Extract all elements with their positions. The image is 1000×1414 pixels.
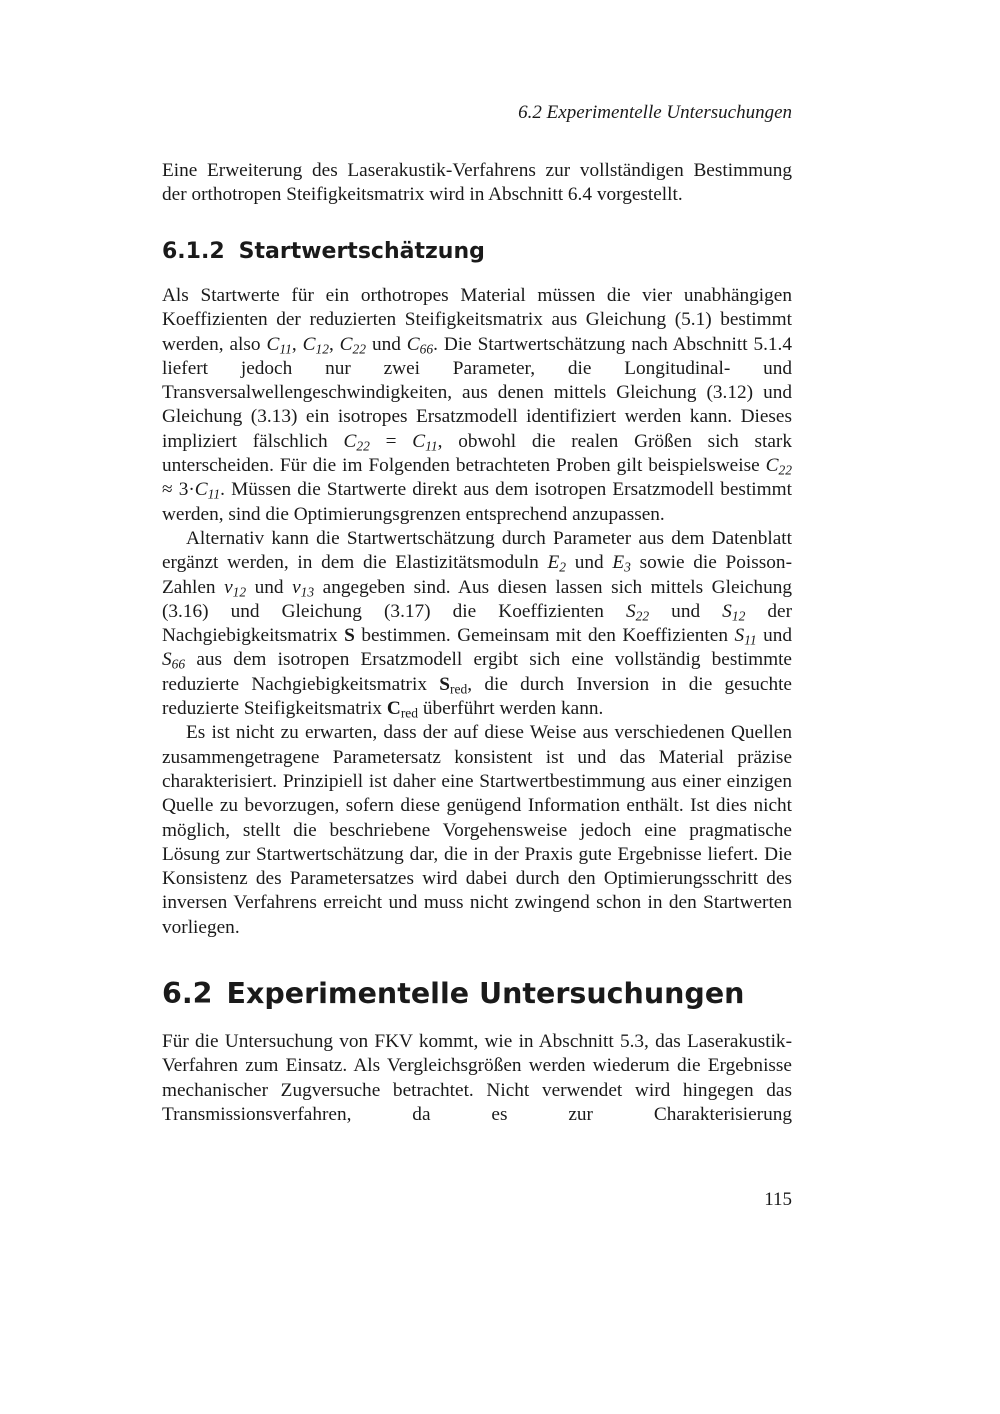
text-run: und <box>756 625 792 647</box>
paragraph-startwerte <box>162 284 792 527</box>
subsection-title: Startwertschätzung <box>238 239 485 264</box>
symbol-c11-eq2: $C_{11}$ <box>194 479 221 502</box>
symbol-c11: $C_{11}$ <box>266 333 292 356</box>
text-run: sowie die Poisson-Zahlen <box>162 552 792 598</box>
symbol-matrix-s-red: $S_{red}$ <box>439 673 468 697</box>
text-run: Alternativ kann die Startwertschätzung durch Parameter aus dem Datenblatt ergänzt werden, in dem die Elastizitätsmoduln <box>162 527 792 574</box>
symbol-c66: $C_{66}$ <box>406 333 434 356</box>
symbol-c11-eq1: $C_{11}$ <box>412 430 438 454</box>
text-run: und <box>566 552 613 574</box>
symbol-c22: $C_{22}$ <box>339 333 367 356</box>
subsection-body <box>162 284 792 940</box>
text-run: Als Startwerte für ein orthotropes Material müssen die vier unabhängigen Koeffizienten der reduzierten Steifigkeitsmatrix aus Gleichung (5.1) bestimmt werden, also <box>162 285 792 355</box>
text-run: überführt werden kann. <box>418 698 604 720</box>
text-run: . Die Startwertschätzung nach Abschnitt 5.1.4 liefert jedoch nur zwei Parameter, die Longitudinal- und Transversalwellengeschwindigkeiten, aus denen mittels Gleichung (3.12) und Gleichung (3.13) ein isotropes Ersatzmodell identifiziert werden kann. Dieses impliziert fälschlich <box>162 333 793 452</box>
section-title: Experimentelle Untersuchungen <box>226 977 745 1010</box>
section-number: 6.2 <box>162 977 213 1010</box>
page-number: 115 <box>764 1189 792 1210</box>
paragraph-alternativ <box>162 527 792 721</box>
symbol-e3: $E_3$ <box>612 552 631 575</box>
symbol-e2: $E_2$ <box>547 552 567 575</box>
text-run: , die durch Inversion in die gesuchte reduzierte Steifigkeitsmatrix <box>162 673 792 720</box>
text-run: der Nachgiebigkeitsmatrix <box>162 600 792 647</box>
symbol-c22-eq1: $C_{22}$ <box>343 430 370 454</box>
intro-paragraph: Eine Erweiterung des Laserakustik-Verfahrens zur vollständigen Bestimmung der orthotropen Steifigkeitsmatrix wird in Abschnitt 6.4 vorgestellt. <box>162 160 792 206</box>
running-header: 6.2 Experimentelle Untersuchungen <box>518 102 792 123</box>
symbol-matrix-s: S <box>344 625 355 647</box>
symbol-s66: $S_{66}$ <box>162 649 186 672</box>
symbol-nu12: $\nu_{12}$ <box>224 576 247 599</box>
section-body <box>162 1030 792 1127</box>
text-run: und <box>649 600 723 622</box>
text-run: aus dem isotropen Ersatzmodell ergibt sich eine vollständig bestimmte reduzierte Nachgiebigkeitsmatrix <box>162 649 792 695</box>
symbol-s22: $S_{22}$ <box>625 600 650 624</box>
subsection-heading <box>162 239 485 264</box>
symbol-c22-eq2: $C_{22}$ <box>765 455 792 478</box>
text-run: und <box>246 576 293 598</box>
symbol-c12: $C_{12}$ <box>302 333 329 356</box>
paragraph-konsistenz: Es ist nicht zu erwarten, dass der auf diese Weise aus verschiedenen Quellen zusammengetragene Parametersatz konsistent ist und das Material präzise charakterisiert. Prinzipiell ist daher eine Startwertbestimmung aus einer einzigen Quelle zu bevorzugen, sofern diese genügend Information enthält. Ist dies nicht möglich, stellt die beschriebene Vorgehensweise jedoch eine pragmatische Lösung zur Startwertschätzung dar, die in der Praxis gute Ergebnisse liefert. Die Konsistenz des Parametersatzes wird dabei durch den Optimierungsschritt des inversen Verfahrens erreicht und muss nicht zwingend schon in den Startwerten vorliegen. <box>162 722 792 938</box>
approx-operator: ≈ 3· <box>162 479 195 501</box>
text-run: angegeben sind. Aus diesen lassen sich mittels Gleichung (3.16) und Gleichung (3.17) die Koeffizienten <box>162 576 792 622</box>
symbol-s11: $S_{11}$ <box>734 625 757 648</box>
equals-operator: = <box>369 430 413 452</box>
subsection-number: 6.1.2 <box>162 239 225 264</box>
text-run: , <box>291 333 303 355</box>
text-run: bestimmen. Gemeinsam mit den Koeffizienten <box>354 625 735 647</box>
text-run: , obwohl die realen Größen sich stark unterscheiden. Für die im Folgenden betrachteten Proben gilt beispielsweise <box>162 430 792 477</box>
paragraph-fkv: Für die Untersuchung von FKV kommt, wie in Abschnitt 5.3, das Laserakustik-Verfahren zum Einsatz. Als Vergleichsgrößen werden wiederum die Ergebnisse mechanischer Zugversuche betrachtet. Nicht verwendet wird hingegen das Transmissionsverfahren, da es zur Charakterisierung <box>162 1031 792 1125</box>
symbol-matrix-c-red: $C_{red}$ <box>386 698 419 721</box>
symbol-nu13: $\nu_{13}$ <box>292 576 315 599</box>
section-heading <box>162 977 744 1010</box>
symbol-s12: $S_{12}$ <box>722 600 746 624</box>
intro-paragraph-block <box>162 159 792 208</box>
text-run: und <box>366 333 407 355</box>
text-run: . Müssen die Startwerte direkt aus dem isotropen Ersatzmodell bestimmt werden, sind die Optimierungsgrenzen entsprechend anzupassen. <box>162 479 793 525</box>
text-run: , <box>328 333 340 355</box>
